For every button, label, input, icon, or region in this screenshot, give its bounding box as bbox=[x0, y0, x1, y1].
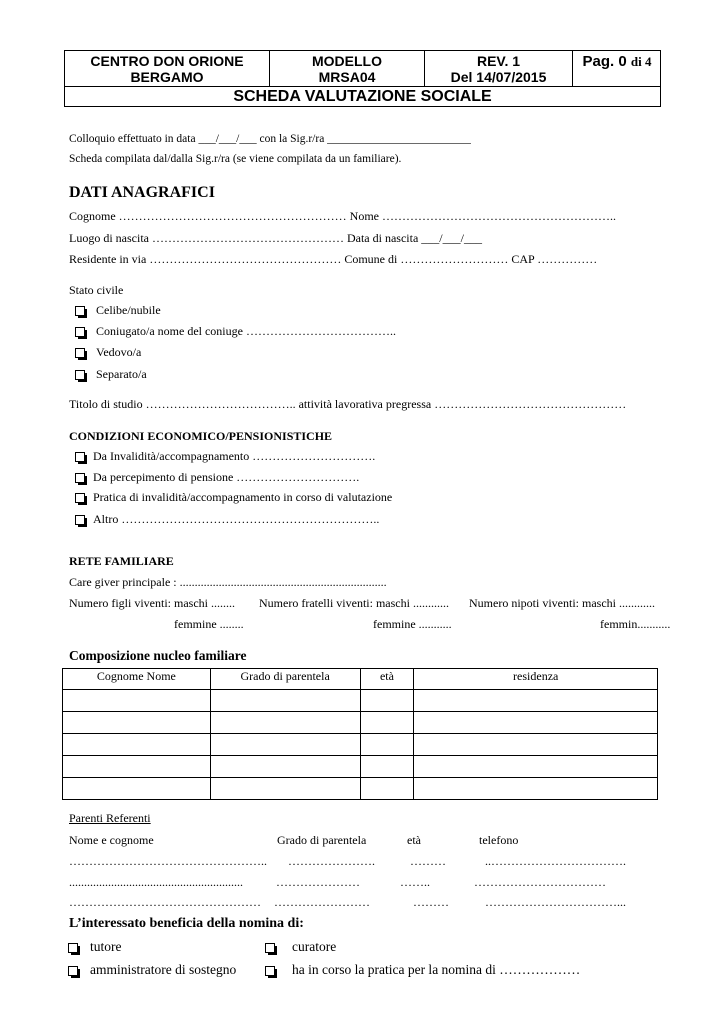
page-title: SCHEDA VALUTAZIONE SOCIALE bbox=[65, 86, 660, 107]
parenti-row3-grado: …………………… bbox=[274, 895, 370, 909]
parenti-title: Parenti Referenti bbox=[69, 811, 151, 825]
anagrafici-line1: Cognome ………………………………………………… Nome ………………………………………………….. bbox=[69, 209, 616, 223]
table-cell[interactable] bbox=[63, 778, 211, 800]
table-cell[interactable] bbox=[210, 712, 360, 734]
table-cell[interactable] bbox=[414, 778, 658, 800]
table-cell[interactable] bbox=[63, 690, 211, 712]
caregiver-line: Care giver principale : ..................................................................... bbox=[69, 575, 387, 589]
parenti-row2-tel: …………………………… bbox=[474, 875, 606, 889]
rete-title: RETE FAMILIARE bbox=[69, 554, 174, 568]
stato-option-vedovo: Vedovo/a bbox=[96, 345, 142, 359]
condizioni-option-pratica: Pratica di invalidità/accompagnamento in corso di valutazione bbox=[93, 490, 393, 504]
table-cell[interactable] bbox=[360, 778, 414, 800]
nipoti-maschi: Numero nipoti viventi: maschi ............ bbox=[469, 596, 655, 610]
table-row bbox=[63, 734, 658, 756]
nomina-option-curatore: curatore bbox=[292, 939, 337, 954]
condizioni-title: CONDIZIONI ECONOMICO/PENSIONISTICHE bbox=[69, 429, 333, 443]
checkbox-invalidita[interactable] bbox=[75, 452, 85, 462]
checkbox-tutore[interactable] bbox=[68, 943, 78, 953]
parenti-col-eta: età bbox=[407, 833, 421, 847]
org-line1: CENTRO DON ORIONE bbox=[90, 53, 244, 69]
table-row bbox=[63, 690, 658, 712]
stato-option-celibe: Celibe/nubile bbox=[96, 303, 161, 317]
parenti-col-tel: telefono bbox=[479, 833, 519, 847]
intro-line1: Colloquio effettuato in data ___/___/___ con la Sig.r/ra _________________________ bbox=[69, 133, 471, 145]
table-cell[interactable] bbox=[210, 734, 360, 756]
col-eta: età bbox=[360, 669, 414, 690]
model-line2: MRSA04 bbox=[318, 69, 376, 85]
header-table bbox=[64, 50, 661, 107]
checkbox-separato[interactable] bbox=[75, 370, 85, 380]
parenti-row1-tel: ..……………………………. bbox=[485, 854, 626, 868]
table-cell[interactable] bbox=[360, 734, 414, 756]
table-cell[interactable] bbox=[360, 690, 414, 712]
table-cell[interactable] bbox=[210, 756, 360, 778]
rev-line1: REV. 1 bbox=[476, 53, 521, 69]
rev-cell bbox=[425, 51, 573, 86]
page-label: Pag. 0 bbox=[582, 53, 627, 70]
model-cell bbox=[270, 51, 425, 86]
table-cell[interactable] bbox=[63, 734, 211, 756]
org-cell bbox=[65, 51, 270, 86]
col-grado-parentela: Grado di parentela bbox=[210, 669, 360, 690]
table-cell[interactable] bbox=[360, 756, 414, 778]
stato-option-coniugato: Coniugato/a nome del coniuge ……………………………….. bbox=[96, 324, 396, 338]
page-cell bbox=[573, 51, 661, 86]
nucleo-title: Composizione nucleo familiare bbox=[69, 648, 247, 663]
parenti-row1-eta: ……… bbox=[410, 854, 446, 868]
checkbox-celibe[interactable] bbox=[75, 306, 85, 316]
parenti-row1-nome: ………………………………………….. bbox=[69, 854, 267, 868]
nucleo-table bbox=[62, 668, 658, 800]
table-cell[interactable] bbox=[210, 778, 360, 800]
parenti-row2-grado: ………………… bbox=[276, 875, 360, 889]
parenti-row2-nome: .......................................................... bbox=[69, 875, 243, 889]
condizioni-option-pensione: Da percepimento di pensione …………………………. bbox=[93, 470, 360, 484]
col-cognome-nome: Cognome Nome bbox=[63, 669, 211, 690]
table-cell[interactable] bbox=[414, 712, 658, 734]
col-residenza: residenza bbox=[414, 669, 658, 690]
condizioni-option-altro: Altro ……………………………………………………….. bbox=[93, 512, 380, 526]
parenti-row1-grado: …………………. bbox=[288, 854, 375, 868]
figli-femmine: femmine ........ bbox=[174, 617, 244, 631]
fratelli-maschi: Numero fratelli viventi: maschi ............ bbox=[259, 596, 449, 610]
table-cell[interactable] bbox=[414, 690, 658, 712]
table-row bbox=[63, 712, 658, 734]
nipoti-femmine: femmin........... bbox=[600, 617, 671, 631]
checkbox-coniugato[interactable] bbox=[75, 327, 85, 337]
checkbox-amministratore[interactable] bbox=[68, 966, 78, 976]
stato-option-separato: Separato/a bbox=[96, 367, 147, 381]
anagrafici-line3: Residente in via ………………………………………… Comune di ……………………… CAP …………… bbox=[69, 252, 598, 266]
checkbox-pratica-nomina[interactable] bbox=[265, 966, 275, 976]
org-line2: BERGAMO bbox=[130, 69, 204, 85]
table-row bbox=[63, 756, 658, 778]
fratelli-femmine: femmine ........... bbox=[373, 617, 452, 631]
nucleo-header-row bbox=[63, 669, 658, 690]
checkbox-altro[interactable] bbox=[75, 515, 85, 525]
nomina-option-amministratore: amministratore di sostegno bbox=[90, 962, 237, 977]
checkbox-pensione[interactable] bbox=[75, 473, 85, 483]
nomina-option-tutore: tutore bbox=[90, 939, 122, 954]
nomina-title: L’interessato beneficia della nomina di: bbox=[69, 916, 304, 931]
checkbox-curatore[interactable] bbox=[265, 943, 275, 953]
checkbox-vedovo[interactable] bbox=[75, 348, 85, 358]
table-cell[interactable] bbox=[360, 712, 414, 734]
table-row bbox=[63, 778, 658, 800]
parenti-row3-eta: ……… bbox=[413, 895, 449, 909]
rev-line2: Del 14/07/2015 bbox=[450, 69, 547, 85]
anagrafici-title: DATI ANAGRAFICI bbox=[69, 184, 215, 201]
parenti-col-grado: Grado di parentela bbox=[277, 833, 367, 847]
parenti-col-nome: Nome e cognome bbox=[69, 833, 154, 847]
table-cell[interactable] bbox=[210, 690, 360, 712]
titolo-studio-line: Titolo di studio ……………………………….. attività lavorativa pregressa ………………………………………… bbox=[69, 397, 627, 411]
table-cell[interactable] bbox=[63, 756, 211, 778]
table-cell[interactable] bbox=[63, 712, 211, 734]
stato-civile-label: Stato civile bbox=[69, 283, 124, 297]
parenti-row3-tel: ……………………………... bbox=[485, 895, 626, 909]
parenti-row3-nome: ………………………………………… bbox=[69, 895, 261, 909]
nomina-option-pratica: ha in corso la pratica per la nomina di ……………… bbox=[292, 962, 581, 977]
table-cell[interactable] bbox=[414, 734, 658, 756]
figli-maschi: Numero figli viventi: maschi ........ bbox=[69, 596, 235, 610]
condizioni-option-invalidita: Da Invalidità/accompagnamento …………………………. bbox=[93, 449, 376, 463]
model-line1: MODELLO bbox=[312, 53, 382, 69]
parenti-row2-eta: …….. bbox=[400, 875, 430, 889]
page-of: di 4 bbox=[630, 54, 652, 69]
checkbox-pratica[interactable] bbox=[75, 493, 85, 503]
anagrafici-line2: Luogo di nascita ………………………………………… Data di nascita ___/___/___ bbox=[69, 231, 482, 245]
intro-line2: Scheda compilata dal/dalla Sig.r/ra (se viene compilata da un familiare). bbox=[69, 153, 402, 165]
table-cell[interactable] bbox=[414, 756, 658, 778]
